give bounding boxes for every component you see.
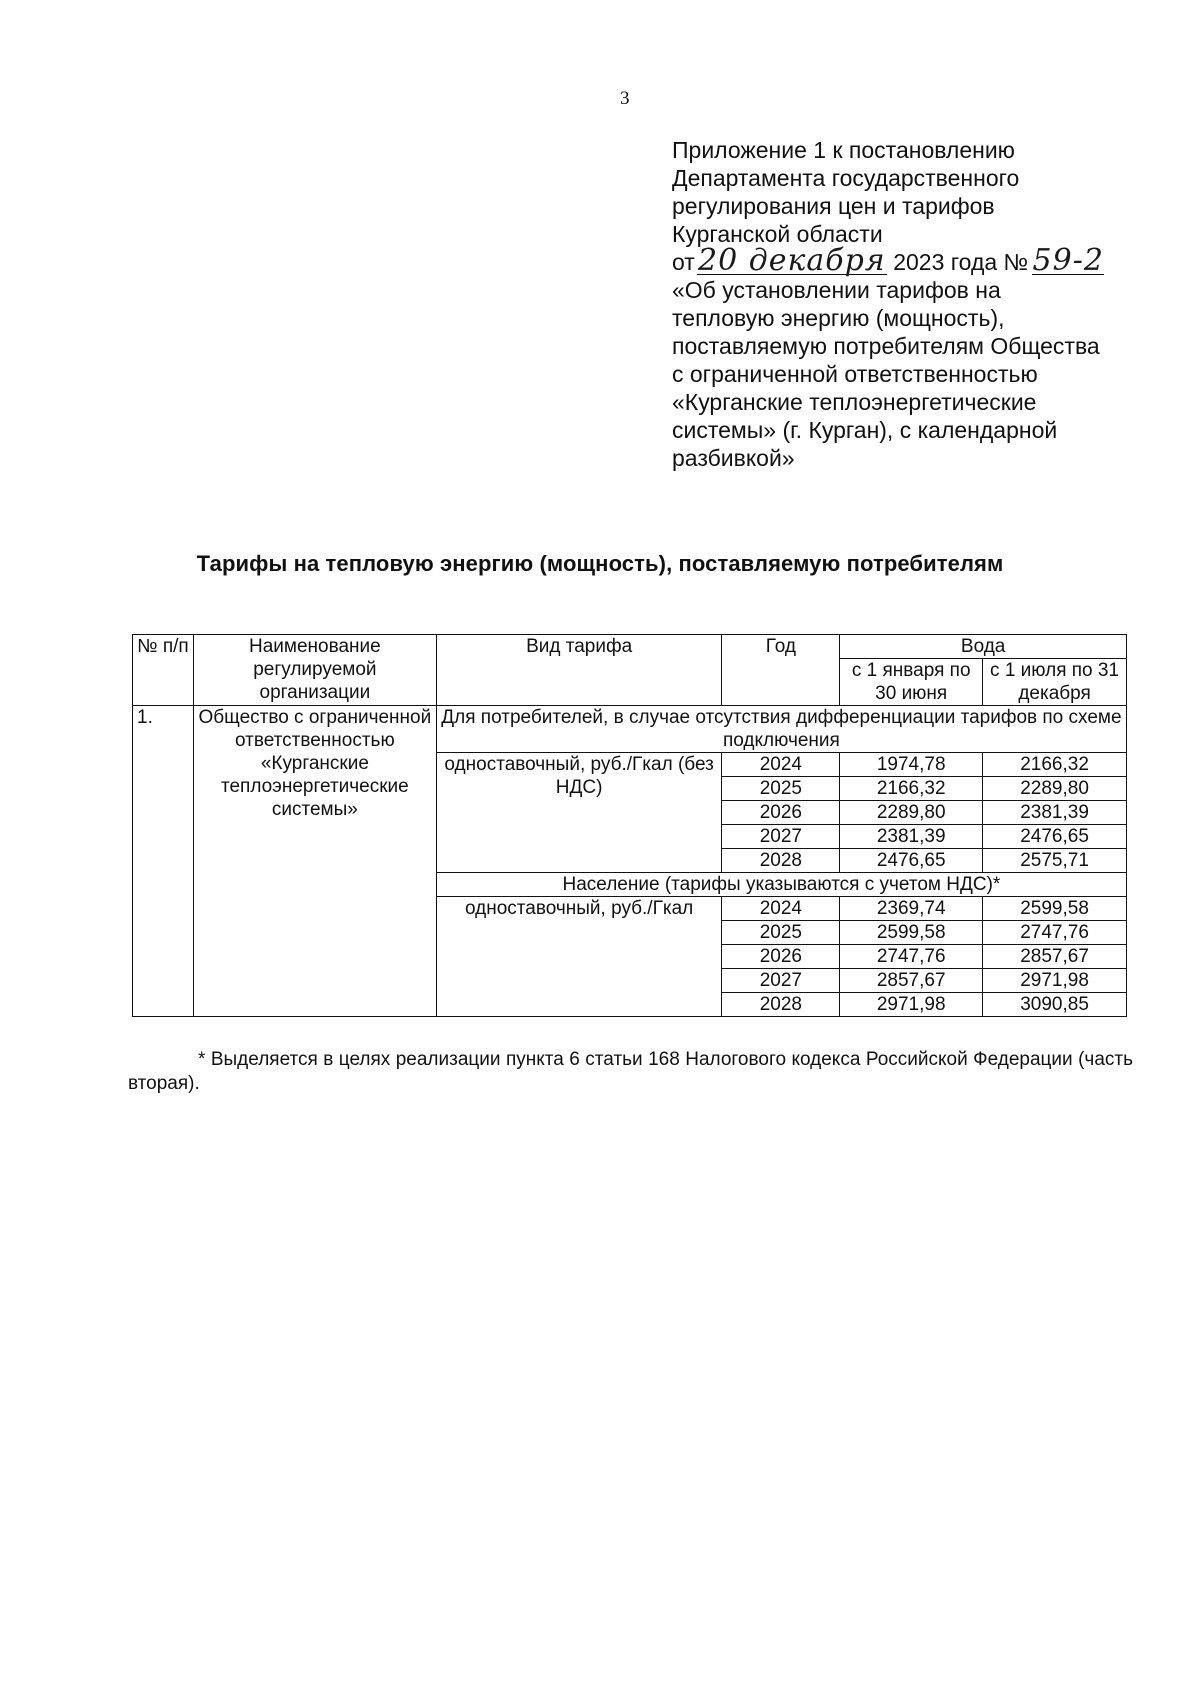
group-caption: Население (тарифы указываются с учетом НДС)* [436, 873, 1126, 897]
header-year: Год [722, 635, 840, 706]
appendix-date-line [672, 243, 1152, 278]
appendix-subject-line: тепловую энергию (мощность), [672, 305, 1005, 331]
tariff-value-h2: 2747,76 [983, 921, 1127, 945]
appendix-line: регулирования цен и тарифов [672, 193, 995, 219]
tariff-value-h2: 2166,32 [983, 753, 1127, 777]
tariff-value-h2: 3090,85 [983, 993, 1127, 1017]
tariff-value-h2: 2381,39 [983, 801, 1127, 825]
tariff-value-h1: 2369,74 [840, 897, 983, 921]
appendix-line: Департамента государственного [672, 165, 1020, 191]
tariff-value-h1: 1974,78 [840, 753, 983, 777]
footnote: * Выделяется в целях реализации пункта 6 статьи 168 Налогового кодекса Российской Федерации (часть вторая). [128, 1049, 1133, 1094]
date-prefix: от [672, 249, 695, 275]
header-tariff-type: Вид тарифа [436, 635, 722, 706]
year-cell: 2024 [722, 753, 840, 777]
handwritten-number: 59-2 [1032, 243, 1104, 278]
appendix-subject-line: разбивкой» [672, 445, 795, 471]
appendix-subject-line: «Курганские теплоэнергетические [672, 389, 1037, 415]
group-caption: Для потребителей, в случае отсутствия дифференциации тарифов по схеме подключения [436, 706, 1126, 753]
tariff-value-h1: 2857,67 [840, 969, 983, 993]
appendix-line: Приложение 1 к постановлению [672, 137, 1015, 163]
appendix-subject-line: «Об установлении тарифов на [672, 277, 1001, 303]
tariff-value-h2: 2575,71 [983, 849, 1127, 873]
year-cell: 2028 [722, 849, 840, 873]
year-cell: 2025 [722, 921, 840, 945]
year-cell: 2026 [722, 801, 840, 825]
header-organization: Наименование регулируемой организации [193, 635, 436, 706]
appendix-subject-line: с ограниченной ответственностью [672, 361, 1038, 387]
year-cell: 2025 [722, 777, 840, 801]
year-text: 2023 года № [893, 249, 1029, 275]
table-header-row [133, 635, 1127, 659]
tariff-value-h1: 2971,98 [840, 993, 983, 1017]
tariff-table [132, 634, 1127, 1017]
header-water: Вода [840, 635, 1127, 659]
tariff-value-h1: 2747,76 [840, 945, 983, 969]
tariff-value-h1: 2289,80 [840, 801, 983, 825]
tariff-value-h1: 2599,58 [840, 921, 983, 945]
tariff-type-cell: одноставочный, руб./Гкал [436, 897, 722, 1017]
year-cell: 2027 [722, 969, 840, 993]
tariff-value-h2: 2599,58 [983, 897, 1127, 921]
year-cell: 2024 [722, 897, 840, 921]
appendix-subject-line: поставляемую потребителям Общества [672, 333, 1100, 359]
header-period-second-half: с 1 июля по 31 декабря [983, 659, 1127, 706]
year-cell: 2028 [722, 993, 840, 1017]
tariff-type-cell: одноставочный, руб./Гкал (без НДС) [436, 753, 722, 873]
handwritten-date: 20 декабря [698, 243, 886, 278]
row-number: 1. [133, 706, 194, 1017]
appendix-line: Курганской области [672, 221, 883, 247]
tariff-value-h2: 2971,98 [983, 969, 1127, 993]
header-num: № п/п [133, 635, 194, 706]
header-period-first-half: с 1 января по 30 июня [840, 659, 983, 706]
year-cell: 2027 [722, 825, 840, 849]
document-title: Тарифы на тепловую энергию (мощность), поставляемую потребителям [196, 551, 1004, 576]
appendix-block [672, 136, 1152, 472]
tariff-value-h1: 2166,32 [840, 777, 983, 801]
group-caption-row [133, 706, 1127, 753]
page-number: 3 [620, 88, 630, 109]
appendix-subject-line: системы» (г. Курган), с календарной [672, 417, 1058, 443]
tariff-value-h2: 2476,65 [983, 825, 1127, 849]
tariff-value-h1: 2476,65 [840, 849, 983, 873]
tariff-value-h2: 2857,67 [983, 945, 1127, 969]
tariff-value-h1: 2381,39 [840, 825, 983, 849]
tariff-value-h2: 2289,80 [983, 777, 1127, 801]
year-cell: 2026 [722, 945, 840, 969]
organization-name: Общество с ограниченной ответственностью «Курганские теплоэнергетические системы» [193, 706, 436, 1017]
